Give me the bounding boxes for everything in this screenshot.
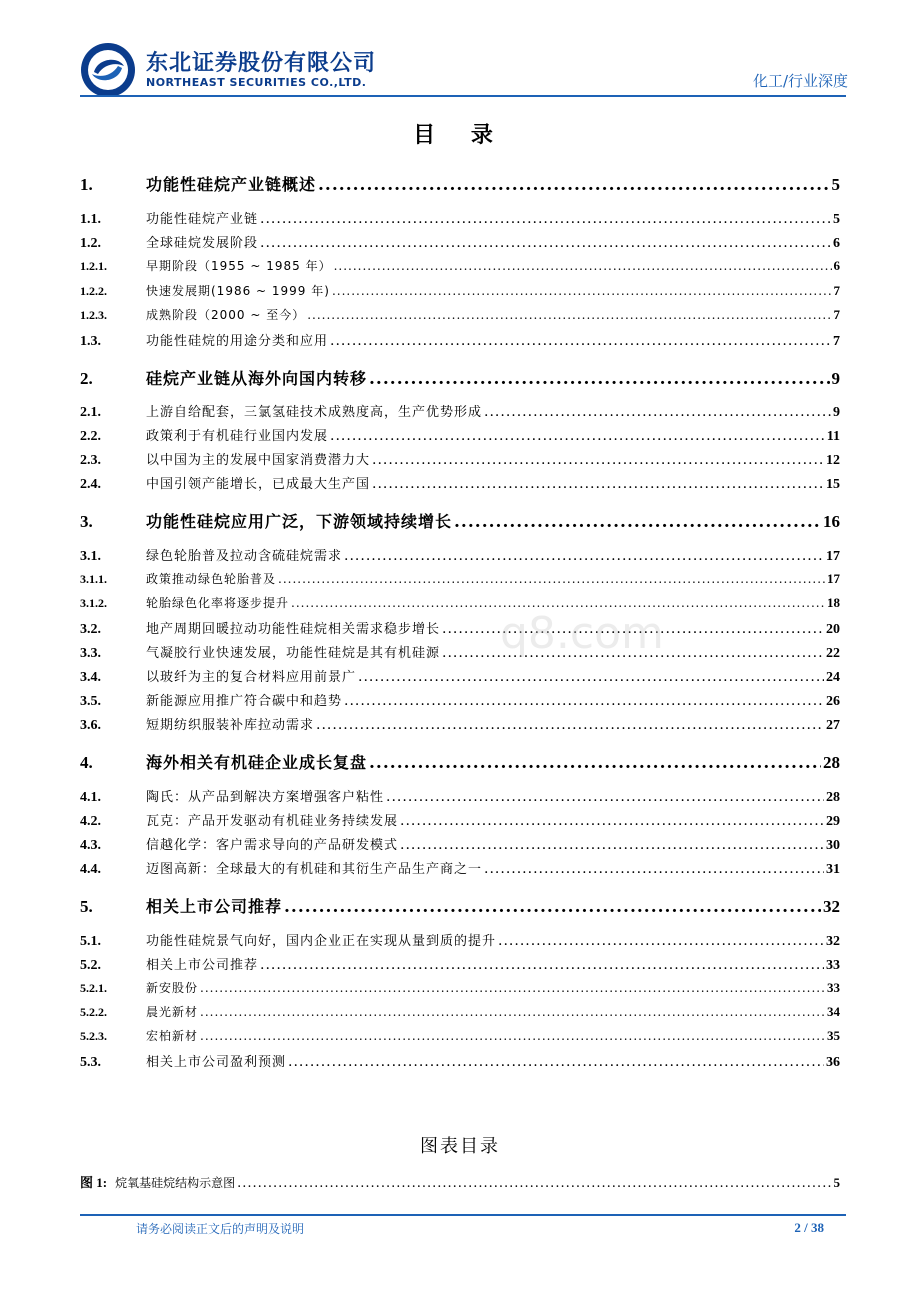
leader-dots [200, 981, 825, 995]
toc-entry-number: 3.3. [80, 646, 101, 661]
leader-dots [334, 259, 832, 273]
leader-dots [344, 548, 824, 564]
toc-entry-level-2[interactable] [80, 401, 840, 421]
toc-entry-label: 气凝胶行业快速发展，功能性硅烷是其有机硅源 [146, 646, 441, 661]
leader-dots [316, 717, 824, 733]
toc-entry-level-3[interactable] [80, 570, 840, 587]
toc-entry-number: 1.3. [80, 334, 101, 349]
toc-entry-level-3[interactable] [80, 306, 840, 323]
toc-entry-level-3[interactable] [80, 594, 840, 611]
toc-entry-page: 6 [833, 236, 840, 251]
toc-entry-number: 4. [80, 753, 93, 772]
figure-number: 图 1: [80, 1175, 108, 1190]
toc-entry-number: 1.2.1. [80, 259, 107, 273]
leader-dots [372, 476, 824, 492]
toc-entry-label: 相关上市公司盈利预测 [146, 1055, 287, 1070]
toc-entry-label: 海外相关有机硅企业成长复盘 [146, 753, 368, 772]
watermark: q8.com [500, 608, 664, 659]
toc-entry-label: 政策推动绿色轮胎普及 [146, 572, 277, 586]
toc-entry-number: 5.2.2. [80, 1005, 107, 1019]
figure-entry[interactable] [80, 1172, 840, 1191]
toc-entry-label: 上游自给配套，三氯氢硅技术成熟度高，生产优势形成 [146, 405, 483, 420]
toc-entry-level-2[interactable] [80, 208, 840, 228]
leader-dots [330, 428, 825, 444]
leader-dots [344, 693, 824, 709]
toc-entry-label: 地产周期回暖拉动功能性硅烷相关需求稳步增长 [146, 622, 441, 637]
leader-dots [498, 933, 824, 949]
leader-dots [288, 1054, 824, 1070]
figures-title: 图表目录 [420, 1136, 500, 1157]
toc-entry-number: 1. [80, 175, 93, 194]
toc-entry-label: 陶氏：从产品到解决方案增强客户粘性 [146, 790, 385, 805]
leader-dots [330, 333, 831, 349]
toc-entry-level-1[interactable] [80, 172, 840, 195]
toc-entry-label: 全球硅烷发展阶段 [146, 236, 259, 251]
toc-entry-label: 功能性硅烷的用途分类和应用 [146, 334, 329, 349]
toc-entry-level-2[interactable] [80, 449, 840, 469]
leader-dots [237, 1176, 831, 1191]
toc-entry-number: 3.1.2. [80, 596, 107, 610]
toc-entry-page: 24 [826, 670, 840, 685]
toc-entry-number: 2.1. [80, 405, 101, 420]
leader-dots [454, 512, 821, 532]
toc-entry-label: 功能性硅烷产业链概述 [146, 175, 317, 194]
leader-dots [291, 596, 825, 610]
toc-entry-level-2[interactable] [80, 858, 840, 878]
toc-entry-page: 12 [826, 453, 840, 468]
toc-entry-level-3[interactable] [80, 257, 840, 274]
toc-entry-page: 20 [826, 622, 840, 637]
toc-entry-level-1[interactable] [80, 366, 840, 389]
toc-entry-number: 4.2. [80, 814, 101, 829]
footer-divider [80, 1214, 846, 1216]
leader-dots [442, 645, 824, 661]
report-type: 化工/行业深度 [752, 72, 848, 90]
toc-entry-page: 5 [833, 212, 840, 227]
toc-entry-number: 1.2.2. [80, 284, 107, 298]
page-number: 2 / 38 [794, 1220, 824, 1235]
toc-entry-page: 6 [833, 258, 840, 273]
leader-dots [200, 1005, 825, 1019]
toc-entry-page: 16 [823, 512, 840, 531]
toc-entry-page: 11 [826, 429, 840, 444]
toc-entry-label: 迈图高新：全球最大的有机硅和其衍生产品生产商之一 [146, 862, 483, 877]
toc-entry-page: 28 [823, 753, 840, 772]
leader-dots [369, 369, 829, 389]
toc-entry-level-3[interactable] [80, 979, 840, 996]
toc-entry-number: 3.1.1. [80, 572, 107, 586]
toc-entry-level-2[interactable] [80, 545, 840, 565]
leader-dots [484, 861, 824, 877]
toc-entry-level-2[interactable] [80, 954, 840, 974]
toc-entry-page: 15 [826, 477, 840, 492]
toc-entry-level-2[interactable] [80, 834, 840, 854]
toc-entry-label: 早期阶段（1955 ~ 1985 年） [146, 259, 332, 273]
toc-entry-number: 5.2.3. [80, 1029, 107, 1043]
toc-entry-level-3[interactable] [80, 1027, 840, 1044]
company-name-cn: 东北证券股份有限公司 [146, 51, 377, 76]
figure-page: 5 [833, 1175, 840, 1190]
leader-dots [284, 897, 821, 917]
toc-entry-label: 轮胎绿色化率将逐步提升 [146, 596, 290, 610]
toc-entry-level-3[interactable] [80, 282, 840, 299]
toc-entry-number: 5.2. [80, 958, 101, 973]
toc-entry-label: 短期纺织服装补库拉动需求 [146, 718, 315, 733]
toc-entry-number: 3.4. [80, 670, 101, 685]
toc-entry-number: 5.1. [80, 934, 101, 949]
toc-entry-label: 绿色轮胎普及拉动含硫硅烷需求 [146, 549, 343, 564]
toc-entry-number: 2.2. [80, 429, 101, 444]
toc-entry-label: 中国引领产能增长，已成最大生产国 [146, 477, 371, 492]
toc-entry-number: 4.4. [80, 862, 101, 877]
leader-dots [307, 308, 831, 322]
footer-disclaimer: 请务必阅读正文后的声明及说明 [136, 1222, 305, 1236]
toc-entry-number: 1.1. [80, 212, 101, 227]
toc-entry-label: 功能性硅烷应用广泛，下游领域持续增长 [146, 512, 453, 531]
toc-entry-page: 36 [826, 1055, 840, 1070]
toc-entry-number: 5.3. [80, 1055, 101, 1070]
company-name-en: NORTHEAST SECURITIES CO.,LTD. [146, 76, 367, 89]
toc-entry-label: 相关上市公司推荐 [146, 958, 259, 973]
toc-entry-page: 35 [827, 1028, 840, 1043]
toc-entry-page: 31 [826, 862, 840, 877]
toc-entry-level-2[interactable] [80, 425, 840, 445]
leader-dots [442, 621, 824, 637]
toc-entry-label: 以玻纤为主的复合材料应用前景广 [146, 670, 357, 685]
toc-entry-page: 29 [826, 814, 840, 829]
leader-dots [369, 753, 821, 773]
toc-entry-number: 2.3. [80, 453, 101, 468]
leader-dots [400, 813, 824, 829]
leader-dots [200, 1029, 825, 1043]
toc-entry-number: 5. [80, 897, 93, 916]
leader-dots [484, 404, 831, 420]
toc-entry-page: 22 [826, 646, 840, 661]
leader-dots [260, 211, 831, 227]
toc-entry-page: 32 [826, 934, 840, 949]
toc-entry-number: 4.3. [80, 838, 101, 853]
leader-dots [358, 669, 824, 685]
toc-entry-level-1[interactable] [80, 509, 840, 532]
toc-entry-number: 5.2.1. [80, 981, 107, 995]
toc-entry-label: 快速发展期(1986 ~ 1999 年) [146, 284, 330, 298]
toc-entry-label: 信越化学：客户需求导向的产品研发模式 [146, 838, 399, 853]
toc-entry-page: 17 [827, 571, 840, 586]
toc-entry-label: 相关上市公司推荐 [146, 897, 283, 916]
toc-entry-level-2[interactable] [80, 473, 840, 493]
toc-entry-page: 9 [833, 405, 840, 420]
toc-entry-level-2[interactable] [80, 690, 840, 710]
toc-entry-page: 18 [827, 595, 840, 610]
leader-dots [400, 837, 824, 853]
toc-entry-level-2[interactable] [80, 1051, 840, 1071]
toc-entry-number: 3.1. [80, 549, 101, 564]
toc-entry-level-2[interactable] [80, 642, 840, 662]
toc-entry-number: 3.5. [80, 694, 101, 709]
toc-entry-label: 晨光新材 [146, 1005, 199, 1019]
toc-entry-number: 1.2.3. [80, 308, 107, 322]
leader-dots [260, 235, 831, 251]
toc-entry-page: 28 [826, 790, 840, 805]
leader-dots [278, 572, 825, 586]
leader-dots [372, 452, 824, 468]
toc-entry-number: 4.1. [80, 790, 101, 805]
toc-entry-page: 30 [826, 838, 840, 853]
leader-dots [318, 175, 829, 195]
toc-entry-number: 1.2. [80, 236, 101, 251]
toc-entry-level-2[interactable] [80, 666, 840, 686]
leader-dots [260, 957, 824, 973]
toc-entry-level-2[interactable] [80, 330, 840, 350]
toc-entry-level-3[interactable] [80, 1003, 840, 1020]
toc-entry-page: 34 [827, 1004, 840, 1019]
toc-entry-page: 33 [827, 980, 840, 995]
toc-entry-page: 7 [833, 334, 840, 349]
toc-entry-page: 9 [831, 369, 840, 388]
toc-entry-number: 2. [80, 369, 93, 388]
toc-entry-level-2[interactable] [80, 930, 840, 950]
toc-entry-page: 32 [823, 897, 840, 916]
toc-entry-level-2[interactable] [80, 232, 840, 252]
toc-entry-label: 新安股份 [146, 981, 199, 995]
toc-entry-number: 2.4. [80, 477, 101, 492]
toc-entry-level-2[interactable] [80, 714, 840, 734]
toc-entry-page: 5 [831, 175, 840, 194]
page-header [0, 0, 920, 100]
toc-entry-label: 瓦克：产品开发驱动有机硅业务持续发展 [146, 814, 399, 829]
leader-dots [386, 789, 824, 805]
toc-entry-page: 27 [826, 718, 840, 733]
toc-entry-label: 宏柏新材 [146, 1029, 199, 1043]
figure-label: 烷氧基硅烷结构示意图 [115, 1176, 236, 1190]
toc-entry-level-2[interactable] [80, 810, 840, 830]
toc-entry-level-2[interactable] [80, 618, 840, 638]
toc-entry-label: 功能性硅烷景气向好，国内企业正在实现从量到质的提升 [146, 934, 497, 949]
toc-entry-number: 3.2. [80, 622, 101, 637]
northeast-securities-logo-icon [80, 42, 136, 98]
toc-entry-level-1[interactable] [80, 894, 840, 917]
toc-entry-label: 以中国为主的发展中国家消费潜力大 [146, 453, 371, 468]
toc-entry-label: 新能源应用推广符合碳中和趋势 [146, 694, 343, 709]
header-divider [80, 95, 846, 97]
toc-entry-label: 政策利于有机硅行业国内发展 [146, 429, 329, 444]
toc-entry-level-2[interactable] [80, 786, 840, 806]
toc-entry-label: 成熟阶段（2000 ~ 至今） [146, 308, 306, 322]
toc-entry-number: 3. [80, 512, 93, 531]
toc-entry-number: 3.6. [80, 718, 101, 733]
toc-title: 目 录 [413, 123, 507, 148]
toc-entry-page: 7 [833, 307, 840, 322]
leader-dots [332, 284, 832, 298]
toc-entry-page: 26 [826, 694, 840, 709]
toc-entry-page: 33 [826, 958, 840, 973]
toc-entry-page: 17 [826, 549, 840, 564]
toc-entry-label: 硅烷产业链从海外向国内转移 [146, 369, 368, 388]
toc-entry-label: 功能性硅烷产业链 [146, 212, 259, 227]
toc-entry-level-1[interactable] [80, 750, 840, 773]
toc-entry-page: 7 [833, 283, 840, 298]
